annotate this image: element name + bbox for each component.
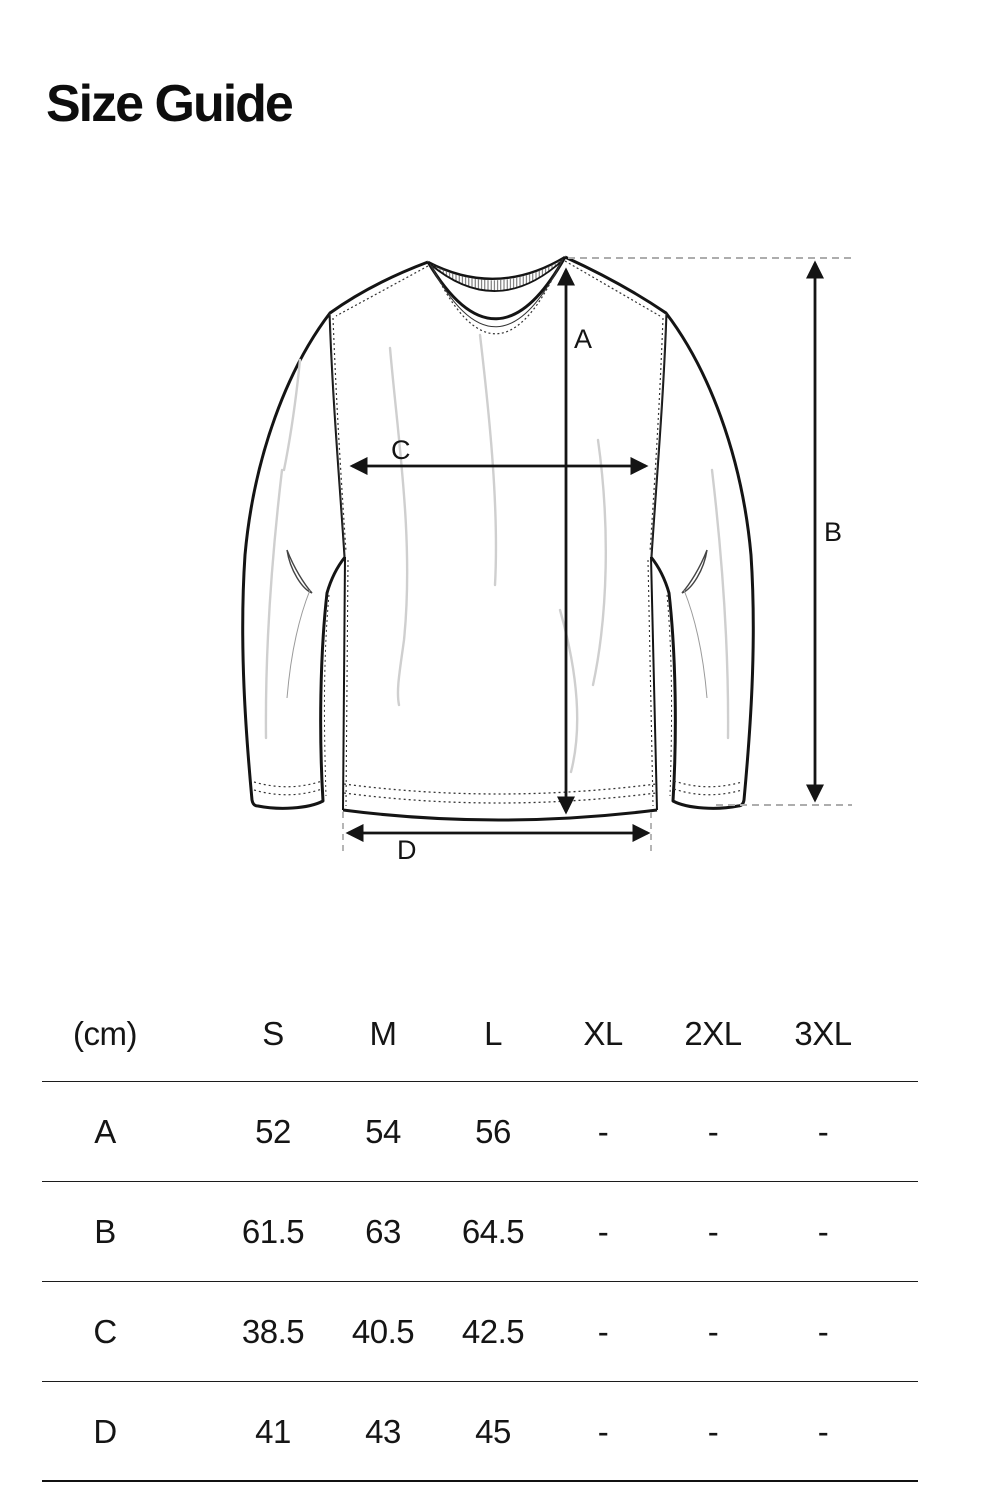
value-cell: - [597,1213,609,1250]
column-header-xl: XL [583,1014,623,1052]
value-cell: - [817,1213,829,1250]
value-cell: - [597,1412,609,1450]
unit-header: (cm) [73,1014,137,1052]
row-label: A [94,1113,116,1150]
dim-label-b: B [824,517,843,547]
value-cell: 42.5 [461,1313,525,1350]
value-cell: - [707,1313,719,1350]
value-cell: - [597,1113,609,1150]
dim-label-c: C [391,435,411,465]
value-cell: - [817,1313,829,1350]
row-label: B [94,1213,116,1250]
column-header-2xl: 2XL [684,1014,742,1052]
row-label: D [93,1412,117,1450]
table-row-b [42,1182,918,1282]
row-label: C [93,1313,117,1350]
value-cell: - [707,1412,719,1450]
value-cell: - [817,1412,829,1450]
value-cell: - [597,1313,609,1350]
value-cell: 63 [365,1213,401,1250]
value-cell: 61.5 [241,1213,305,1250]
page-title: Size Guide [46,75,292,133]
value-cell: - [817,1113,829,1150]
dim-label-a: A [574,324,593,354]
table-row-d [42,1382,918,1482]
value-cell: 45 [475,1412,511,1450]
value-cell: 43 [365,1412,401,1450]
value-cell: 38.5 [241,1313,305,1350]
table-row-a [42,1082,918,1182]
value-cell: 56 [475,1113,511,1150]
value-cell: 64.5 [461,1213,525,1250]
dim-label-d: D [397,835,417,865]
value-cell: 40.5 [351,1313,415,1350]
value-cell: - [707,1113,719,1150]
shirt-body [330,257,666,820]
table-row-c [42,1282,918,1382]
column-header-l: L [484,1014,502,1052]
value-cell: 54 [365,1113,401,1150]
column-header-m: M [369,1014,397,1052]
value-cell: 41 [255,1412,291,1450]
value-cell: 52 [255,1113,291,1150]
size-table [42,985,918,1482]
column-header-3xl: 3XL [794,1014,852,1052]
value-cell: - [707,1213,719,1250]
column-header-s: S [262,1014,284,1052]
size-table-header-row [42,985,918,1082]
left-sleeve [243,313,345,808]
